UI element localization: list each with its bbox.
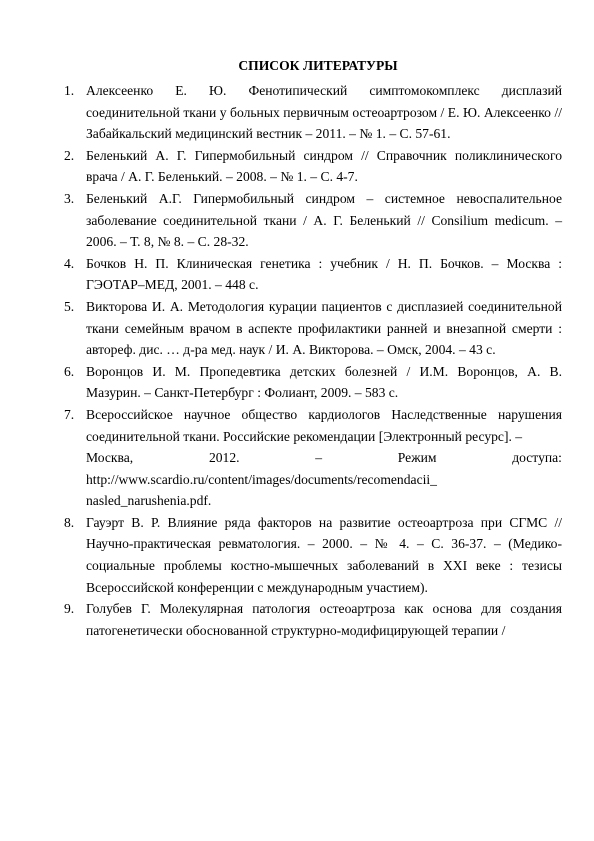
reference-text: Голубев Г. Молекулярная патология остеоартроза как основа для создания патогенетически обоснованной структурно-модифицирующей терапии / bbox=[86, 601, 562, 638]
reference-url: http://www.scardio.ru/content/images/documents/recomendacii_ bbox=[86, 471, 437, 487]
reference-number: 9. bbox=[64, 601, 75, 617]
reference-text: Гауэрт В. Р. Влияние ряда факторов на развитие остеоартроза при СГМС // Научно-практическая ревматология. – 2000. – № 4. – С. 36-37. – (Медико-социальные проблемы костно-мышечных заболеваний в XXI веке : тезисы Всероссийской конференции с международным участием). bbox=[86, 514, 562, 595]
reference-word: доступа: bbox=[512, 450, 562, 466]
reference-word: Режим bbox=[397, 450, 437, 466]
reference-item bbox=[64, 188, 562, 253]
reference-item bbox=[64, 361, 562, 404]
reference-number: 4. bbox=[64, 255, 75, 271]
reference-url-continued: nasled_narushenia.pdf. bbox=[86, 493, 212, 509]
reference-list bbox=[64, 80, 562, 641]
reference-item bbox=[64, 296, 562, 361]
reference-number: 5. bbox=[64, 298, 75, 314]
reference-text: Викторова И. А. Методология курации пациентов с дисплазией соединительной ткани семейным врачом в аспекте профилактики ранней и внезапной смерти : автореф. дис. … д-ра мед. наук / И. А. Викторова. – Омск, 2004. – 43 с. bbox=[86, 298, 562, 358]
reference-item bbox=[64, 145, 562, 188]
reference-word: – bbox=[315, 450, 323, 466]
reference-word: 2012. bbox=[208, 450, 240, 466]
reference-text: Беленький А. Г. Гипермобильный синдром // Справочник поликлинического врача / А. Г. Беленький. – 2008. – № 1. – С. 4-7. bbox=[86, 147, 562, 185]
reference-item bbox=[64, 598, 562, 641]
reference-number: 7. bbox=[64, 406, 75, 422]
reference-item bbox=[64, 512, 562, 598]
reference-number: 2. bbox=[64, 147, 75, 163]
reference-text: Воронцов И. М. Пропедевтика детских болезней / И.М. Воронцов, А. В. Мазурин. – Санкт-Петербург : Фолиант, 2009. – 583 с. bbox=[86, 363, 562, 401]
reference-text: Бочков Н. П. Клиническая генетика : учебник / Н. П. Бочков. – Москва : ГЭОТАР–МЕД, 2001. – 448 с. bbox=[86, 255, 562, 293]
reference-item bbox=[64, 404, 562, 512]
reference-number: 6. bbox=[64, 363, 75, 379]
reference-item bbox=[64, 253, 562, 296]
reference-number: 3. bbox=[64, 190, 75, 206]
reference-number: 1. bbox=[64, 83, 75, 98]
reference-item bbox=[64, 80, 562, 145]
reference-number: 8. bbox=[64, 514, 75, 530]
reference-word: Москва, bbox=[86, 450, 134, 466]
page-title: СПИСОК ЛИТЕРАТУРЫ bbox=[238, 58, 398, 73]
reference-text: Беленький А.Г. Гипермобильный синдром – системное невоспалительное заболевание соединительной ткани / А. Г. Беленький // Consilium medicum. – 2006. – Т. 8, № 8. – С. 28-32. bbox=[86, 190, 562, 250]
reference-spread-line bbox=[86, 447, 562, 469]
reference-text: Всероссийское научное общество кардиологов Наследственные нарушения соединительной ткани. Российские рекомендации [Электронный ресурс]. – bbox=[86, 406, 562, 444]
reference-text: Алексеенко Е. Ю. Фенотипический симптомокомплекс дисплазий соединительной ткани у больных первичным остеоартрозом / Е. Ю. Алексеенко // Забайкальский медицинский вестник – 2011. – № 1. – С. 57-61. bbox=[86, 83, 562, 142]
